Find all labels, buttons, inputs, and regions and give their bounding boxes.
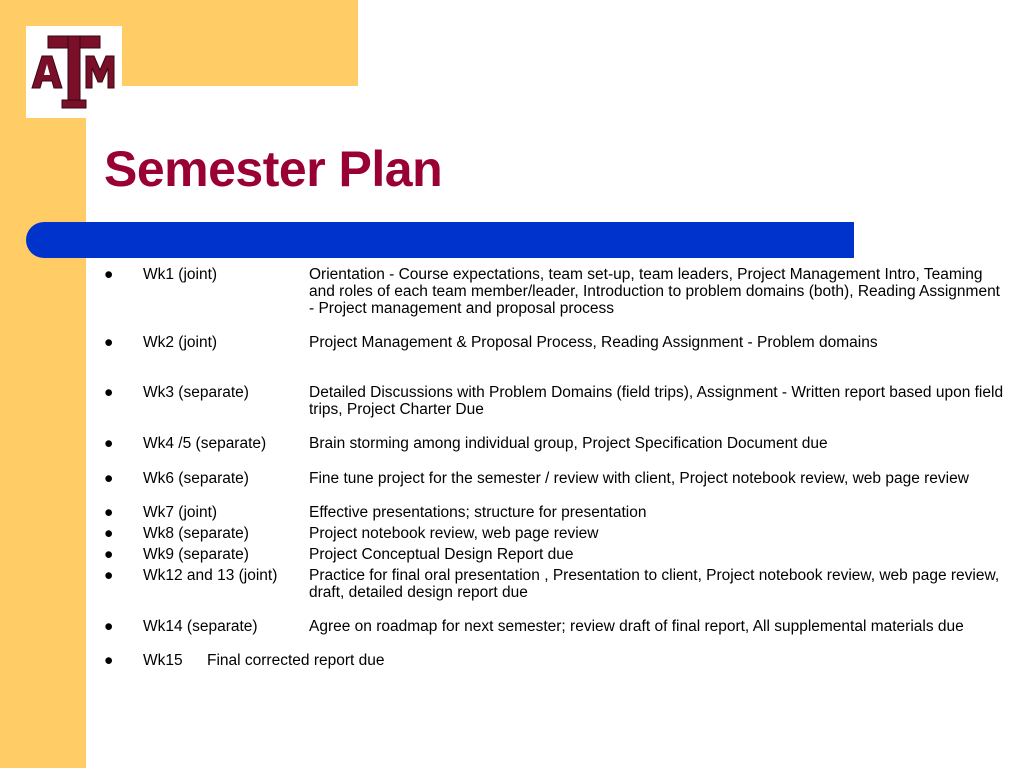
list-item: [104, 525, 1004, 542]
week-label: Wk15: [143, 652, 183, 669]
week-label: Wk7 (joint): [143, 504, 218, 521]
week-description: Effective presentations; structure for presentation: [309, 504, 647, 521]
atm-logo: [26, 26, 122, 118]
list-item: [104, 470, 1004, 487]
bullet-icon: ●: [104, 384, 114, 401]
week-description: Detailed Discussions with Problem Domains (field trips), Assignment - Written report based upon field trips, Project Charter Due: [309, 384, 1004, 418]
week-label: Wk9 (separate): [143, 546, 249, 563]
bullet-icon: ●: [104, 546, 114, 563]
week-label: Wk2 (joint): [143, 334, 218, 351]
week-label: Wk3 (separate): [143, 384, 249, 401]
bullet-icon: ●: [104, 525, 114, 542]
week-description: Fine tune project for the semester / review with client, Project notebook review, web page review: [309, 470, 969, 487]
week-description: Brain storming among individual group, Project Specification Document due: [309, 435, 828, 452]
list-item: [104, 266, 1004, 317]
week-description: Orientation - Course expectations, team set-up, team leaders, Project Management Intro, Teaming and roles of each team member/leader, Introduction to problem domains (both), Reading Assignment - Project management and proposal process: [309, 266, 1000, 317]
week-label: Wk12 and 13 (joint): [143, 567, 278, 584]
list-item: [104, 384, 1004, 418]
atm-logo-icon: [26, 26, 122, 118]
list-item: [104, 435, 1004, 452]
list-item: [104, 567, 1004, 601]
bullet-icon: ●: [104, 435, 114, 452]
bullet-icon: ●: [104, 266, 114, 283]
week-label: Wk14 (separate): [143, 618, 258, 635]
bullet-icon: ●: [104, 504, 114, 521]
week-label: Wk1 (joint): [143, 266, 218, 283]
week-description: Project notebook review, web page review: [309, 525, 599, 542]
week-description: Agree on roadmap for next semester; review draft of final report, All supplemental materials due: [309, 618, 964, 635]
bullet-icon: ●: [104, 470, 114, 487]
week-description: Final corrected report due: [207, 652, 385, 669]
bullet-icon: ●: [104, 618, 114, 635]
week-label: Wk8 (separate): [143, 525, 249, 542]
week-label: Wk6 (separate): [143, 470, 249, 487]
week-description: Project Conceptual Design Report due: [309, 546, 574, 563]
top-accent-block: [86, 0, 358, 86]
list-item: [104, 504, 1004, 521]
week-label: Wk4 /5 (separate): [143, 435, 267, 452]
week-description: Practice for final oral presentation , Presentation to client, Project notebook review, web page review, draft, detailed design report due: [309, 567, 1000, 601]
bullet-icon: ●: [104, 334, 114, 351]
list-item: [104, 618, 1004, 635]
list-item: [104, 652, 1004, 669]
bullet-icon: ●: [104, 567, 114, 584]
title-rule: [26, 222, 854, 258]
semester-plan-list: [104, 266, 1004, 669]
page-title: Semester Plan: [104, 141, 443, 197]
week-description: Project Management & Proposal Process, Reading Assignment - Problem domains: [309, 334, 878, 351]
list-item: [104, 546, 1004, 563]
bullet-icon: ●: [104, 652, 114, 669]
list-item: [104, 334, 1004, 351]
